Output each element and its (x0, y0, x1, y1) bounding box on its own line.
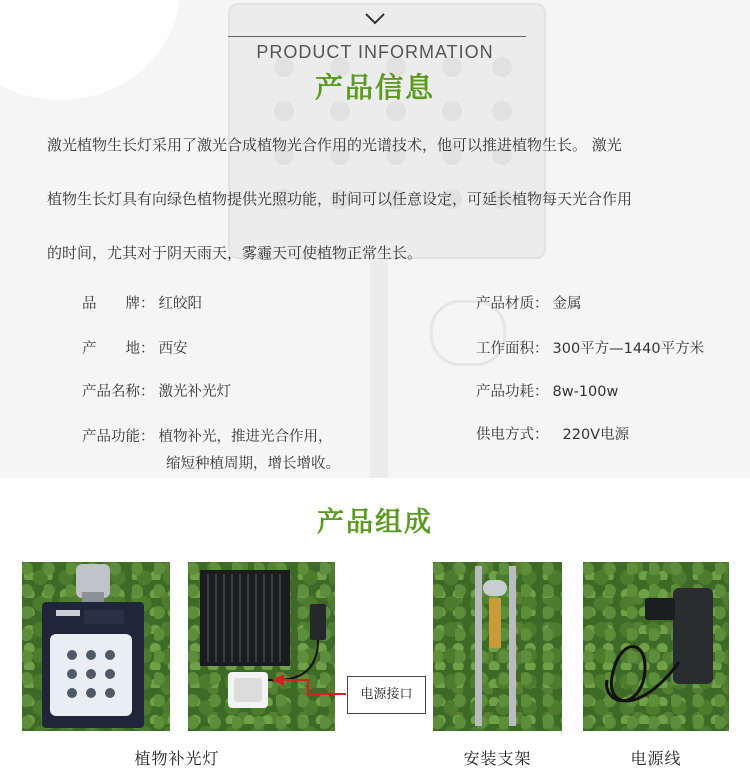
spec-area (476, 337, 704, 358)
composition-title: 产品组成 (317, 507, 433, 538)
power-cable-illustration (583, 562, 729, 731)
description-line-2: 植物生长灯具有向绿色植物提供光照功能，时间可以任意设定，可延长植物每天光合作用 (47, 190, 633, 208)
spec-area-label: 工作面积： (476, 341, 549, 357)
spec-brand-label: 品 牌： (82, 296, 155, 312)
bracket-photo (433, 562, 562, 731)
spec-origin-value: 西安 (158, 341, 188, 357)
spec-name (82, 380, 231, 401)
caption-lamp: 植物补光灯 (134, 749, 220, 768)
power-port-callout: 电源接口 (347, 676, 426, 714)
spec-area-value: 300平方—1440平方米 (552, 341, 705, 357)
spec-material-value: 金属 (552, 296, 582, 312)
spec-origin (82, 337, 188, 358)
spec-brand (82, 292, 202, 313)
spec-power-label: 产品功耗： (476, 384, 549, 400)
chevron-down-icon (364, 12, 386, 26)
spec-function (82, 425, 333, 446)
background-pole-image (370, 255, 388, 478)
spec-name-value: 激光补光灯 (158, 384, 231, 400)
spec-origin-label: 产 地： (82, 341, 155, 357)
power-cable-photo (583, 562, 729, 731)
spec-brand-value: 红皎阳 (158, 296, 202, 312)
section-title: 产品信息 (314, 71, 435, 104)
lamp-front-photo (22, 562, 170, 731)
spec-material (476, 292, 582, 313)
spec-function-cont (166, 452, 340, 473)
spec-supply-value: 220V电源 (562, 427, 630, 443)
spec-name-label: 产品名称： (82, 384, 155, 400)
caption-cable: 电源线 (630, 749, 682, 768)
lamp-back-photo (188, 562, 335, 731)
spec-material-label: 产品材质： (476, 296, 549, 312)
spec-function-value-1: 植物补光，推进光合作用， (158, 429, 333, 445)
spec-power (476, 380, 618, 401)
spec-function-value-2: 缩短种植周期，增长增收。 (166, 456, 340, 472)
spec-supply-label: 供电方式： (476, 427, 549, 443)
title-divider (228, 36, 526, 37)
bracket-illustration (433, 562, 562, 731)
caption-bracket: 安装支架 (463, 749, 532, 768)
spec-supply (476, 423, 629, 444)
lamp-back-illustration (188, 562, 335, 731)
spec-power-value: 8w-100w (552, 384, 619, 400)
section-subtitle: PRODUCT INFORMATION (256, 42, 494, 62)
callout-arrow-icon (268, 670, 350, 700)
spec-function-label: 产品功能： (82, 429, 155, 445)
lamp-front-illustration (22, 562, 170, 731)
description-line-1: 激光植物生长灯采用了激光合成植物光合作用的光谱技术，他可以推进植物生长。 激光 (47, 136, 622, 154)
description-line-3: 的时间，尤其对于阴天雨天，雾霾天可使植物正常生长。 (47, 244, 423, 262)
